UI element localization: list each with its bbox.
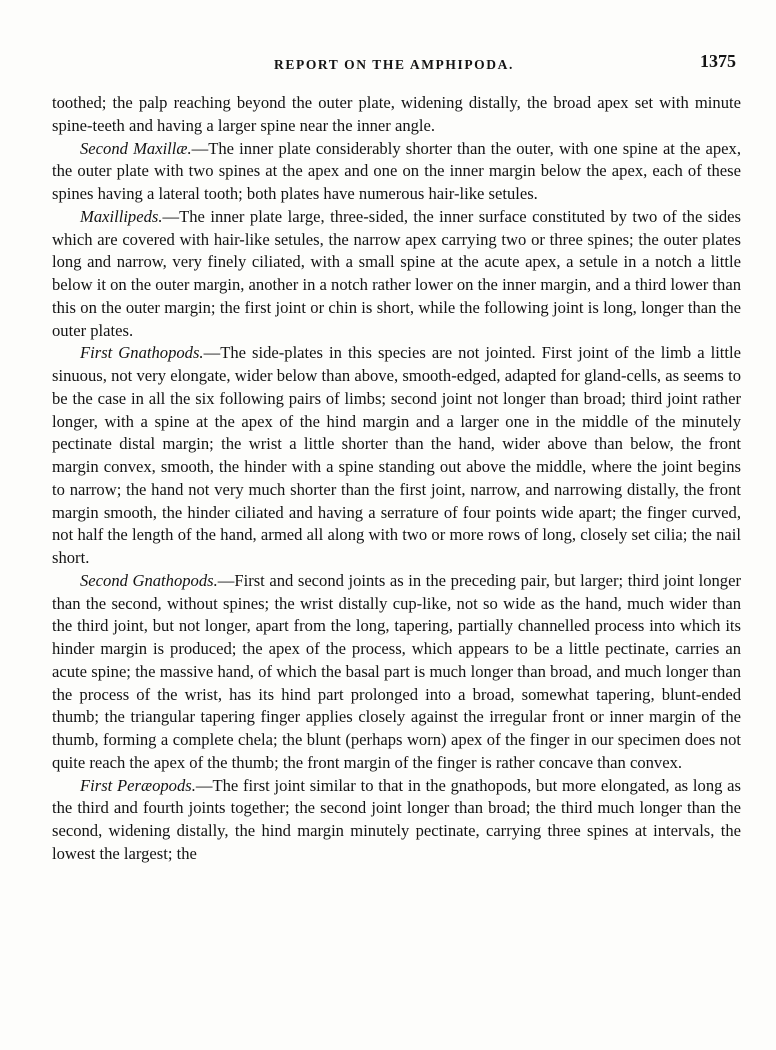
paragraph-text: toothed; the palp reaching beyond the outer plate, widening distally, the broad apex set with minute spine-teeth and having a larger spine near the inner angle.	[52, 93, 741, 135]
page-number: 1375	[700, 51, 736, 71]
section-heading: Second Maxillæ.	[80, 138, 192, 158]
paragraph-text: —First and second joints as in the preceding pair, but larger; third joint longer than the second, without spines; the wrist distally cup-like, not so wide as the hand, much wider than the third joint, but not longer, apart from the long, tapering, partially channelled process into which its hinder margin is produced; the apex of the process, which appears to be a little pectinate, carries an acute spine; the massive hand, of which the basal part is much longer than broad, and much longer than the process of the wrist, has its hind part prolonged into a broad, somewhat tapering, blunt-ended thumb; the triangular tapering finger applies closely against the irregular front or inner margin of the thumb, forming a complete chela; the blunt (perhaps worn) apex of the finger in our specimen does not quite reach the apex of the thumb; the front margin of the finger is rather concave than convex.	[52, 570, 741, 772]
paragraph-text: —The inner plate large, three-sided, the inner surface constituted by two of the sides which are covered with hair-like setules, the narrow apex carrying two or three spines; the outer plates long and narrow, very finely ciliated, with a small spine at the acute apex, a setule in a notch a little below it on the outer margin, another in a notch rather lower on the inner margin, and a third lower than this on the outer margin; the first joint or chin is short, while the following joint is long, longer than the outer plates.	[52, 206, 741, 340]
section-heading: First Peræopods.	[80, 775, 196, 795]
paragraph-text: —The side-plates in this species are not jointed. First joint of the limb a little sinuous, not very elongate, wider below than above, smooth-edged, adapted for gland-cells, as seems to be the case in all the six following pairs of limbs; second joint not longer than broad; third joint rather longer, with a spine at the apex of the hind margin and a larger one in the middle of the minutely pectinate distal margin; the wrist a little shorter than the hand, wider above than below, the front margin convex, smooth, the hinder with a spine standing out above the middle, where the joint begins to narrow; the hand not very much shorter than the first joint, narrow, and narrowing distally, the front margin smooth, the hinder ciliated and having a serrature of four points wide apart; the finger curved, not half the length of the hand, armed all along with two or more rows of long, closely set cilia; the nail short.	[52, 343, 742, 567]
section-heading: Maxillipeds.	[80, 206, 163, 226]
running-title: REPORT ON THE AMPHIPODA.	[274, 57, 514, 72]
paragraph-text: —The first joint similar to that in the gnathopods, but more elongated, as long as the third and fourth joints together; the second joint longer than broad; the third much longer than the second, widening distally, the hind margin minutely pectinate, carrying three spines at intervals, the lowest the largest; the	[52, 775, 742, 863]
section-heading: First Gnathopods.	[80, 343, 204, 363]
paragraph-maxillipeds	[52, 206, 741, 343]
paragraph-text: —The inner plate considerably shorter than the outer, with one spine at the apex, the outer plate with two spines at the apex and one on the inner margin below the apex, each of these spines having a lateral tooth; both plates have numerous hair-like setules.	[52, 138, 741, 203]
body-text	[52, 92, 741, 866]
running-header	[52, 52, 736, 74]
paragraph-second-maxillae	[52, 138, 741, 206]
paragraph-first-peraeopods	[52, 775, 741, 866]
paragraph-palp-continuation	[52, 92, 741, 138]
paragraph-second-gnathopods	[52, 570, 741, 775]
paragraph-first-gnathopods	[52, 342, 741, 570]
section-heading: Second Gnathopods.	[80, 570, 218, 590]
